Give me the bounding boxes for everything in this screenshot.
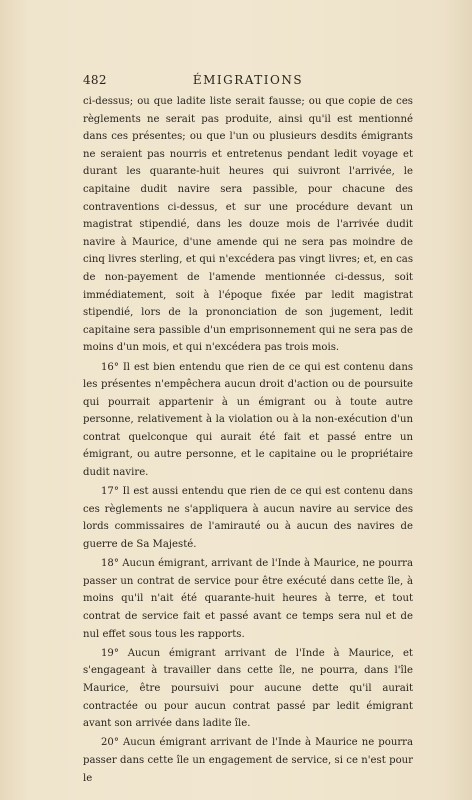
body-text: [83, 93, 413, 789]
paragraph-article-19: 19° Aucun émigrant arrivant de l'Inde à Maurice, et s'engageant à travailler dans cette île, ne pourra, dans l'île Maurice, être poursuivi pour aucune dette qu'il aurait contractée ou pour aucun contrat passé par ledit émigrant avant son arrivée dans ladite île.: [83, 647, 413, 730]
paragraph-continuation: ci-dessus; ou que ladite liste serait fausse; ou que copie de ces règlements ne serait pas produite, ainsi qu'il est mentionné dans ces présentes; ou que l'un ou plusieurs desdits émigrants ne seraient pas nourris et entretenus pendant ledit voyage et durant les quarante-huit heures qui suivront l'arrivée, le capitaine dudit navire sera passible, pour chacune des contraventions ci-dessus, et sur une procédure devant un magistrat stipendié, dans les douze mois de l'arrivée dudit navire à Maurice, d'une amende qui ne sera pas moindre de cinq livres sterling, et qui n'excédera pas vingt livres; et, en cas de non-payement de l'amende mentionnée ci-dessus, soit immédiatement, soit à l'époque fixée par ledit magistrat stipendié, lors de la prononciation de son jugement, ledit capitaine sera passible d'un emprisonnement qui ne sera pas de moins d'un mois, et qui n'excédera pas trois mois.: [83, 96, 413, 354]
running-head: [83, 73, 413, 91]
running-title: ÉMIGRATIONS: [192, 73, 304, 87]
page-number: 482: [83, 73, 107, 87]
paragraph-article-17: 17° Il est aussi entendu que rien de ce qui est contenu dans ces règlements ne s'appliquera à aucun navire au service des lords commissaires de l'amirauté ou à aucun des navires de guerre de Sa Majesté.: [83, 486, 413, 551]
paragraph-article-20: 20° Aucun émigrant arrivant de l'Inde à Maurice ne pourra passer dans cette île un engagement de service, si ce n'est pour le: [83, 737, 413, 784]
paragraph-article-18: 18° Aucun émigrant, arrivant de l'Inde à Maurice, ne pourra passer un contrat de service pour être exécuté dans cette île, à moins qu'il n'ait été quarante-huit heures à terre, et tout contrat de service fait et passé avant ce temps sera nul et de nul effet sous tous les rapports.: [83, 558, 413, 640]
paragraph-article-16: 16° Il est bien entendu que rien de ce qui est contenu dans les présentes n'empêchera aucun droit d'action ou de poursuite qui pourrait appartenir à un émigrant ou à toute autre personne, relativement à la violation ou à la non-exécution d'un contrat quelconque qui aurait été fait et passé entre un émigrant, ou autre personne, et le capitaine ou le propriétaire dudit navire.: [83, 361, 413, 479]
